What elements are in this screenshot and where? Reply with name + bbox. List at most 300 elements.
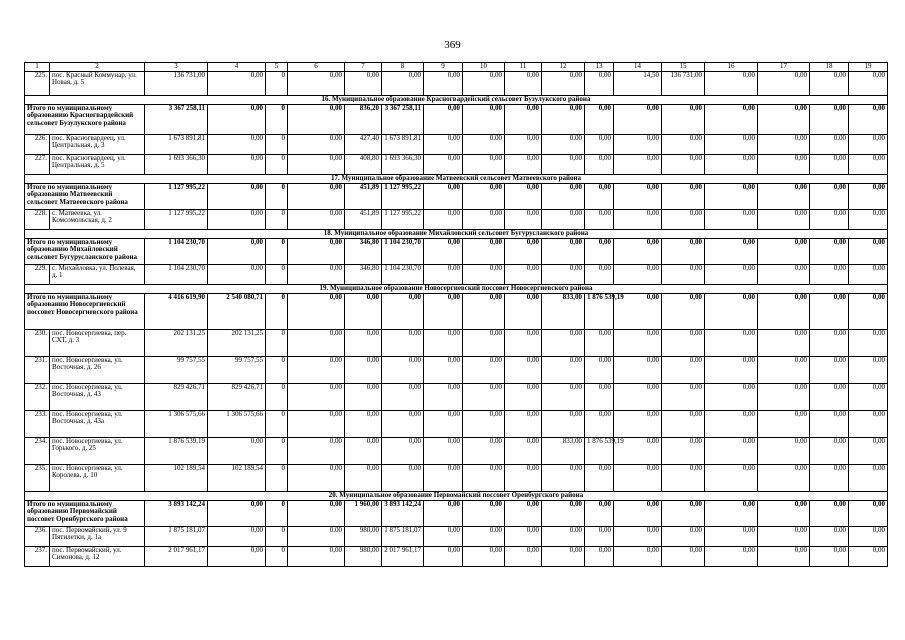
value-cell: 1 673 891,81	[382, 134, 424, 154]
value-cell: 0,00	[810, 209, 849, 229]
value-cell: 833,00	[542, 293, 585, 329]
value-cell: 0,00	[849, 71, 888, 95]
value-cell: 0,00	[288, 410, 345, 437]
section-title: 18. Муниципальное образование Михайловский сельсовет Бугурусланского района	[25, 229, 888, 238]
column-number-cell: 18	[810, 63, 849, 72]
value-cell: 0,00	[345, 329, 382, 356]
value-cell: 0,00	[849, 183, 888, 209]
value-cell: 0,00	[288, 383, 345, 410]
column-number-cell: 6	[288, 63, 345, 72]
value-cell: 0,00	[424, 356, 463, 383]
value-cell: 0,00	[542, 104, 585, 134]
column-number-cell: 14	[614, 63, 662, 72]
value-cell: 0,00	[288, 264, 345, 284]
value-cell: 0,00	[585, 104, 614, 134]
table-row	[25, 383, 888, 410]
value-cell: 1 875 181,07	[382, 526, 424, 546]
value-cell: 0,00	[463, 383, 505, 410]
value-cell: 0,00	[614, 104, 662, 134]
value-cell: 0,00	[614, 500, 662, 526]
value-cell: 0,00	[424, 71, 463, 95]
value-cell: 0,00	[382, 71, 424, 95]
value-cell: 0,00	[463, 183, 505, 209]
address-cell: с. Михайловка, ул. Полевая, д. 1	[50, 264, 145, 284]
value-cell: 0,00	[288, 209, 345, 229]
value-cell: 0,00	[705, 383, 758, 410]
value-cell: 833,00	[542, 437, 585, 464]
column-number-cell: 4	[208, 63, 266, 72]
table-row	[25, 464, 888, 491]
value-cell: 0,00	[505, 154, 542, 174]
value-cell: 0,00	[463, 526, 505, 546]
value-cell: 0,00	[585, 464, 614, 491]
column-number-cell: 7	[345, 63, 382, 72]
section-header-row	[25, 95, 888, 104]
total-label: Итого по муниципальному образованию Первомайский поссовет Оренбургского района	[25, 500, 145, 526]
value-cell: 427,40	[345, 134, 382, 154]
value-cell: 0	[266, 71, 288, 95]
value-cell: 0,00	[505, 356, 542, 383]
row-number: 236.	[25, 526, 50, 546]
value-cell: 0,00	[585, 71, 614, 95]
total-row	[25, 238, 888, 264]
value-cell: 0	[266, 329, 288, 356]
row-number: 235.	[25, 464, 50, 491]
value-cell: 0,00	[614, 410, 662, 437]
value-cell: 0,00	[345, 293, 382, 329]
value-cell: 2 017 961,17	[382, 546, 424, 566]
value-cell: 0,00	[758, 209, 810, 229]
value-cell: 1 876 539,19	[145, 437, 208, 464]
value-cell: 0,00	[662, 526, 705, 546]
value-cell: 0,00	[424, 209, 463, 229]
value-cell: 0,00	[662, 183, 705, 209]
value-cell: 0,00	[758, 356, 810, 383]
value-cell: 0,00	[208, 238, 266, 264]
value-cell: 836,20	[345, 104, 382, 134]
value-cell: 0,00	[662, 356, 705, 383]
address-cell: пос. Новосергиевка, ул. Восточная, д. 43	[50, 383, 145, 410]
value-cell: 0	[266, 183, 288, 209]
value-cell: 0	[266, 134, 288, 154]
value-cell: 0,00	[345, 71, 382, 95]
value-cell: 0,00	[705, 264, 758, 284]
section-header-row	[25, 284, 888, 293]
row-number: 231.	[25, 356, 50, 383]
value-cell: 99 757,55	[208, 356, 266, 383]
value-cell: 0,00	[424, 526, 463, 546]
value-cell: 0,00	[382, 383, 424, 410]
value-cell: 0,00	[424, 238, 463, 264]
value-cell: 1 693 366,30	[382, 154, 424, 174]
table-row	[25, 356, 888, 383]
value-cell: 0,00	[463, 500, 505, 526]
value-cell: 0,00	[505, 104, 542, 134]
address-cell: пос. Красногвардеец, ул. Центральная, д. 3	[50, 134, 145, 154]
value-cell: 0	[266, 464, 288, 491]
value-cell: 0,00	[463, 546, 505, 566]
value-cell: 0,00	[810, 356, 849, 383]
total-row	[25, 183, 888, 209]
value-cell: 0,00	[585, 134, 614, 154]
value-cell: 102 189,54	[208, 464, 266, 491]
value-cell: 0,00	[288, 464, 345, 491]
row-number: 226.	[25, 134, 50, 154]
value-cell: 0,00	[810, 264, 849, 284]
value-cell: 0,00	[849, 356, 888, 383]
value-cell: 0,00	[758, 183, 810, 209]
total-label: Итого по муниципальному образованию Михайловский сельсовет Бугурусланского района	[25, 238, 145, 264]
column-number-cell: 17	[758, 63, 810, 72]
value-cell: 0,00	[585, 209, 614, 229]
value-cell: 0,00	[288, 293, 345, 329]
value-cell: 0,00	[505, 134, 542, 154]
value-cell: 346,80	[345, 264, 382, 284]
value-cell: 0,00	[208, 154, 266, 174]
section-title: 16. Муниципальное образование Красногвардейский сельсовет Бузулукского района	[25, 95, 888, 104]
section-header-row	[25, 174, 888, 183]
value-cell: 0,00	[463, 104, 505, 134]
value-cell: 0,00	[208, 546, 266, 566]
column-number-cell: 16	[705, 63, 758, 72]
value-cell: 0,00	[662, 546, 705, 566]
row-number: 234.	[25, 437, 50, 464]
table-row	[25, 437, 888, 464]
value-cell: 0	[266, 356, 288, 383]
address-cell: пос. Новосергиевка, ул. Восточная, д. 26	[50, 356, 145, 383]
value-cell: 0,00	[614, 464, 662, 491]
value-cell: 0,00	[505, 238, 542, 264]
value-cell: 0,00	[542, 183, 585, 209]
value-cell: 0,00	[288, 329, 345, 356]
value-cell: 0,00	[849, 410, 888, 437]
value-cell: 1 876 539,19	[585, 293, 614, 329]
value-cell: 0,00	[208, 500, 266, 526]
value-cell: 1 875 181,07	[145, 526, 208, 546]
value-cell: 0,00	[585, 410, 614, 437]
value-cell: 0,00	[705, 293, 758, 329]
value-cell: 0,00	[585, 238, 614, 264]
value-cell: 0,00	[849, 500, 888, 526]
value-cell: 0,00	[614, 526, 662, 546]
value-cell: 0	[266, 437, 288, 464]
value-cell: 0,00	[288, 437, 345, 464]
value-cell: 3 893 142,24	[145, 500, 208, 526]
value-cell: 0,00	[758, 154, 810, 174]
value-cell: 0,00	[424, 134, 463, 154]
value-cell: 0,00	[705, 526, 758, 546]
row-number: 225.	[25, 71, 50, 95]
value-cell: 0,00	[705, 356, 758, 383]
value-cell: 1 127 995,22	[382, 209, 424, 229]
value-cell: 0,00	[288, 134, 345, 154]
section-title: 17. Муниципальное образование Матвеевский сельсовет Матвеевского района	[25, 174, 888, 183]
value-cell: 0,00	[505, 383, 542, 410]
value-cell: 0,00	[382, 293, 424, 329]
row-number: 229.	[25, 264, 50, 284]
value-cell: 0,00	[849, 464, 888, 491]
column-number-row	[25, 63, 888, 72]
value-cell: 0,00	[810, 437, 849, 464]
value-cell: 0,00	[849, 293, 888, 329]
value-cell: 0,00	[542, 264, 585, 284]
row-number: 233.	[25, 410, 50, 437]
column-number-cell: 1	[25, 63, 50, 72]
value-cell: 1 960,00	[345, 500, 382, 526]
table-row	[25, 410, 888, 437]
value-cell: 1 693 366,30	[145, 154, 208, 174]
value-cell: 0,00	[424, 546, 463, 566]
value-cell: 0,00	[505, 71, 542, 95]
value-cell: 1 104 230,70	[145, 264, 208, 284]
value-cell: 0	[266, 264, 288, 284]
value-cell: 0,00	[705, 500, 758, 526]
value-cell: 980,00	[345, 526, 382, 546]
column-number-cell: 13	[585, 63, 614, 72]
value-cell: 0,00	[849, 437, 888, 464]
value-cell: 0,00	[542, 410, 585, 437]
value-cell: 0,00	[542, 546, 585, 566]
value-cell: 0,00	[463, 410, 505, 437]
value-cell: 0,00	[424, 154, 463, 174]
column-number-cell: 15	[662, 63, 705, 72]
value-cell: 0,00	[345, 464, 382, 491]
value-cell: 202 131,25	[145, 329, 208, 356]
value-cell: 0	[266, 383, 288, 410]
value-cell: 0,00	[614, 134, 662, 154]
value-cell: 0,00	[505, 437, 542, 464]
value-cell: 0	[266, 209, 288, 229]
value-cell: 102 189,54	[145, 464, 208, 491]
value-cell: 0,00	[810, 383, 849, 410]
value-cell: 0,00	[463, 264, 505, 284]
value-cell: 0,00	[542, 209, 585, 229]
value-cell: 0,00	[424, 183, 463, 209]
column-number-cell: 8	[382, 63, 424, 72]
address-cell: пос. Новосергиевка, ул. Горького, д. 25	[50, 437, 145, 464]
value-cell: 408,80	[345, 154, 382, 174]
section-title: 19. Муниципальное образование Новосергиевский поссовет Новосергиевского района	[25, 284, 888, 293]
value-cell: 0,00	[208, 264, 266, 284]
value-cell: 0,00	[585, 500, 614, 526]
value-cell: 0,00	[758, 410, 810, 437]
value-cell: 202 131,25	[208, 329, 266, 356]
table-row	[25, 546, 888, 566]
address-cell: пос. Красногвардеец, ул. Центральная, д. 5	[50, 154, 145, 174]
value-cell: 0,00	[662, 238, 705, 264]
column-number-cell: 9	[424, 63, 463, 72]
table-row	[25, 154, 888, 174]
value-cell: 0	[266, 154, 288, 174]
value-cell: 0,00	[288, 526, 345, 546]
value-cell: 1 127 995,22	[145, 183, 208, 209]
value-cell: 0,00	[463, 329, 505, 356]
value-cell: 1 127 995,22	[145, 209, 208, 229]
value-cell: 0,00	[382, 410, 424, 437]
value-cell: 1 127 995,22	[382, 183, 424, 209]
value-cell: 980,00	[345, 546, 382, 566]
value-cell: 1 104 230,70	[382, 264, 424, 284]
value-cell: 0,00	[585, 546, 614, 566]
value-cell: 0,00	[705, 209, 758, 229]
value-cell: 0,00	[705, 71, 758, 95]
value-cell: 0,00	[662, 410, 705, 437]
value-cell: 0,00	[810, 238, 849, 264]
value-cell: 0,00	[288, 546, 345, 566]
value-cell: 0,00	[662, 464, 705, 491]
value-cell: 0,00	[208, 71, 266, 95]
value-cell: 0,00	[662, 500, 705, 526]
total-row	[25, 500, 888, 526]
table-row	[25, 134, 888, 154]
table-row	[25, 526, 888, 546]
value-cell: 0,00	[463, 293, 505, 329]
total-label: Итого по муниципальному образованию Новосергиевский поссовет Новосергиевского района	[25, 293, 145, 329]
value-cell: 0,00	[424, 293, 463, 329]
value-cell: 0,00	[758, 526, 810, 546]
value-cell: 0,00	[810, 134, 849, 154]
value-cell: 0,00	[585, 154, 614, 174]
value-cell: 0,00	[849, 526, 888, 546]
value-cell: 0,00	[614, 154, 662, 174]
value-cell: 0,00	[542, 383, 585, 410]
value-cell: 2 017 961,17	[145, 546, 208, 566]
value-cell: 0,00	[810, 329, 849, 356]
column-number-cell: 19	[849, 63, 888, 72]
address-cell: пос. Первомайский, ул. Симонова, д. 12	[50, 546, 145, 566]
column-number-cell: 10	[463, 63, 505, 72]
value-cell: 0	[266, 526, 288, 546]
address-cell: пос. Красный Коммунар, ул. Новая, д. 5	[50, 71, 145, 95]
value-cell: 0,00	[810, 104, 849, 134]
value-cell: 0,00	[424, 104, 463, 134]
value-cell: 0,00	[849, 329, 888, 356]
value-cell: 0,00	[542, 526, 585, 546]
table-row	[25, 71, 888, 95]
value-cell: 0,00	[463, 154, 505, 174]
value-cell: 0,00	[208, 134, 266, 154]
value-cell: 0,00	[849, 383, 888, 410]
register-table	[24, 62, 888, 567]
column-number-cell: 3	[145, 63, 208, 72]
value-cell: 1 104 230,70	[382, 238, 424, 264]
value-cell: 0,00	[424, 500, 463, 526]
value-cell: 0,00	[542, 329, 585, 356]
value-cell: 0,00	[662, 104, 705, 134]
value-cell: 346,80	[345, 238, 382, 264]
value-cell: 0,00	[810, 71, 849, 95]
value-cell: 0,00	[849, 209, 888, 229]
value-cell: 0,00	[705, 154, 758, 174]
value-cell: 829 426,71	[145, 383, 208, 410]
value-cell: 0,00	[382, 329, 424, 356]
value-cell: 0,00	[505, 293, 542, 329]
page-number: 369	[444, 39, 461, 51]
row-number: 237.	[25, 546, 50, 566]
value-cell: 0,00	[705, 329, 758, 356]
value-cell: 0	[266, 238, 288, 264]
row-number: 228.	[25, 209, 50, 229]
value-cell: 0,00	[810, 526, 849, 546]
value-cell: 0,00	[505, 183, 542, 209]
value-cell: 0,00	[208, 209, 266, 229]
value-cell: 0,00	[542, 464, 585, 491]
value-cell: 0,00	[758, 383, 810, 410]
value-cell: 0,00	[810, 464, 849, 491]
value-cell: 0,00	[424, 464, 463, 491]
value-cell: 0,00	[810, 546, 849, 566]
value-cell: 0,00	[758, 437, 810, 464]
value-cell: 3 893 142,24	[382, 500, 424, 526]
value-cell: 0,00	[705, 238, 758, 264]
address-cell: пос. Новосергиевка, ул. Восточная, д. 43а	[50, 410, 145, 437]
value-cell: 0,00	[758, 293, 810, 329]
value-cell: 1 673 891,81	[145, 134, 208, 154]
value-cell: 136 731,00	[662, 71, 705, 95]
value-cell: 0,00	[849, 104, 888, 134]
value-cell: 0,00	[345, 410, 382, 437]
value-cell: 0,00	[463, 437, 505, 464]
value-cell: 0,00	[662, 134, 705, 154]
value-cell: 0,00	[463, 238, 505, 264]
address-cell: пос. Первомайский, ул. 9 Пятилетки, д. 1а	[50, 526, 145, 546]
value-cell: 0,00	[463, 209, 505, 229]
value-cell: 0,00	[614, 209, 662, 229]
value-cell: 0,00	[288, 356, 345, 383]
value-cell: 0,00	[345, 437, 382, 464]
value-cell: 0,00	[705, 546, 758, 566]
value-cell: 0,00	[810, 410, 849, 437]
value-cell: 0,00	[463, 134, 505, 154]
value-cell: 0,00	[585, 264, 614, 284]
value-cell: 0,00	[758, 329, 810, 356]
value-cell: 14,50	[614, 71, 662, 95]
value-cell: 0,00	[614, 437, 662, 464]
value-cell: 0,00	[849, 134, 888, 154]
value-cell: 0,00	[810, 500, 849, 526]
value-cell: 0,00	[585, 329, 614, 356]
value-cell: 0,00	[810, 183, 849, 209]
section-header-row	[25, 491, 888, 500]
column-number-cell: 5	[266, 63, 288, 72]
value-cell: 0,00	[585, 526, 614, 546]
row-number: 232.	[25, 383, 50, 410]
value-cell: 0,00	[382, 464, 424, 491]
value-cell: 0,00	[424, 410, 463, 437]
total-label: Итого по муниципальному образованию Матвеевский сельсовет Матвеевского района	[25, 183, 145, 209]
address-cell: пос. Новосергиевка, ул. Королева, д. 10	[50, 464, 145, 491]
value-cell: 3 367 258,11	[145, 104, 208, 134]
value-cell: 0,00	[585, 356, 614, 383]
value-cell: 4 416 619,90	[145, 293, 208, 329]
value-cell: 0,00	[614, 329, 662, 356]
value-cell: 0,00	[542, 134, 585, 154]
value-cell: 0	[266, 500, 288, 526]
table-body	[25, 63, 888, 567]
value-cell: 0,00	[288, 104, 345, 134]
value-cell: 0,00	[614, 264, 662, 284]
value-cell: 0,00	[585, 183, 614, 209]
value-cell: 0,00	[849, 546, 888, 566]
value-cell: 0,00	[758, 71, 810, 95]
value-cell: 0,00	[705, 134, 758, 154]
value-cell: 0,00	[542, 356, 585, 383]
value-cell: 0,00	[208, 183, 266, 209]
total-row	[25, 104, 888, 134]
value-cell: 0,00	[288, 238, 345, 264]
value-cell: 0,00	[345, 356, 382, 383]
value-cell: 0,00	[705, 437, 758, 464]
